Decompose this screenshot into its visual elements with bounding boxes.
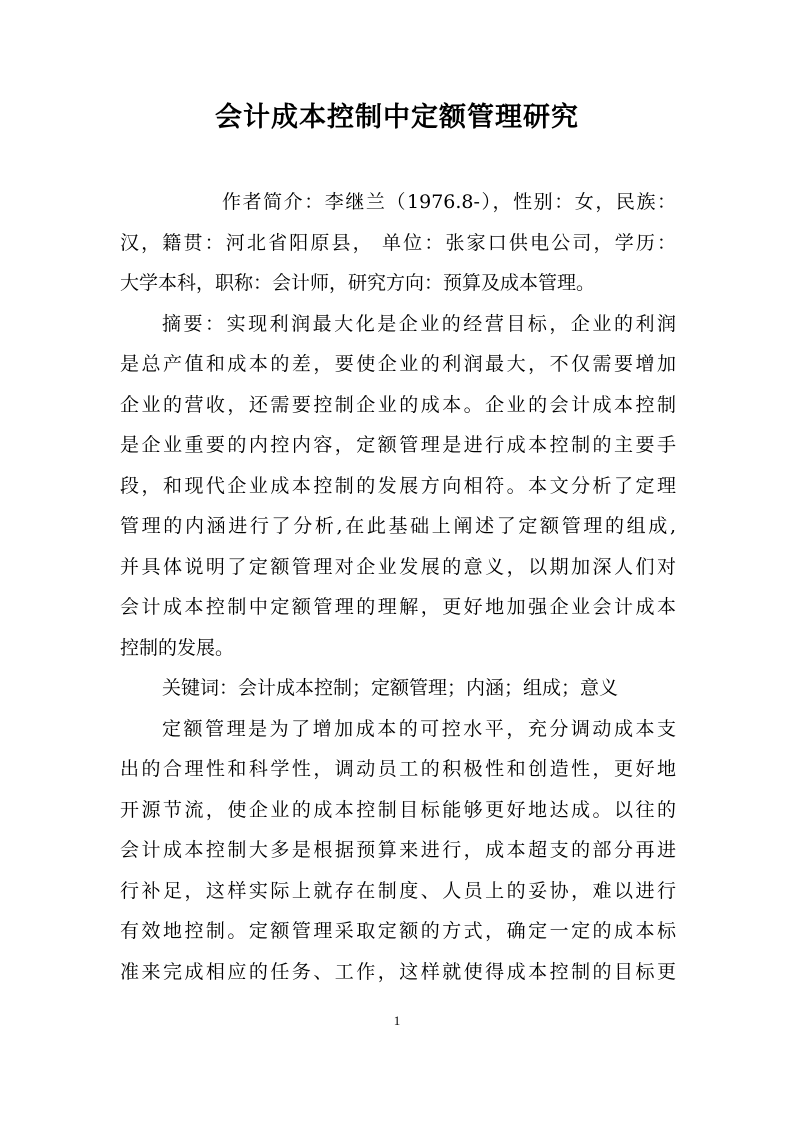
document-title: 会计成本控制中定额管理研究 (215, 102, 579, 133)
body-line: 准来完成相应的任务、工作，这样就使得成本控制的目标更 (120, 960, 676, 983)
body-line: 开源节流，使企业的成本控制目标能够更好地达成。以往的 (120, 798, 676, 821)
page-number: 1 (393, 1013, 401, 1028)
document-body (120, 182, 676, 992)
abstract-line: 是企业重要的内控内容，定额管理是进行成本控制的主要手 (120, 434, 676, 456)
abstract-line: 是总产值和成本的差，要使企业的利润最大，不仅需要增加 (120, 353, 676, 375)
abstract-line: 会计成本控制中定额管理的理解，更好地加强企业会计成本 (120, 596, 676, 618)
author-line: 大学本科，职称：会计师，研究方向：预算及成本管理。 (120, 272, 596, 294)
abstract-line: 并具体说明了定额管理对企业发展的意义，以期加深人们对 (120, 555, 676, 578)
author-line: 作者简介：李继兰（1976.8-），性别：女，民族： (222, 191, 676, 213)
body-line: 会计成本控制大多是根据预算来进行，成本超支的部分再进 (120, 839, 676, 861)
body-paragraph (120, 709, 676, 993)
abstract-line: 控制的发展。 (120, 636, 235, 659)
author-info (120, 182, 676, 304)
body-line: 行补足，这样实际上就存在制度、人员上的妥协，难以进行 (120, 879, 676, 902)
body-line: 定额管理是为了增加成本的可控水平，充分调动成本支 (162, 717, 676, 740)
body-line: 有效地控制。定额管理采取定额的方式，确定一定的成本标 (120, 920, 676, 942)
abstract-line: 段，和现代企业成本控制的发展方向相符。本文分析了定理 (120, 474, 676, 497)
abstract-line: 摘要：实现利润最大化是企业的经营目标，企业的利润 (162, 312, 676, 335)
keywords: 关键词：会计成本控制；定额管理；内涵；组成；意义 (162, 677, 619, 699)
abstract-line: 企业的营收，还需要控制企业的成本。企业的会计成本控制 (120, 393, 676, 416)
author-line: 汉，籍贯：河北省阳原县， 单位：张家口供电公司，学历： (120, 231, 676, 254)
body-line: 出的合理性和科学性，调动员工的积极性和创造性，更好地 (120, 758, 676, 780)
abstract-line: 管理的内涵进行了分析,在此基础上阐述了定额管理的组成, (120, 515, 676, 537)
abstract (120, 304, 676, 669)
